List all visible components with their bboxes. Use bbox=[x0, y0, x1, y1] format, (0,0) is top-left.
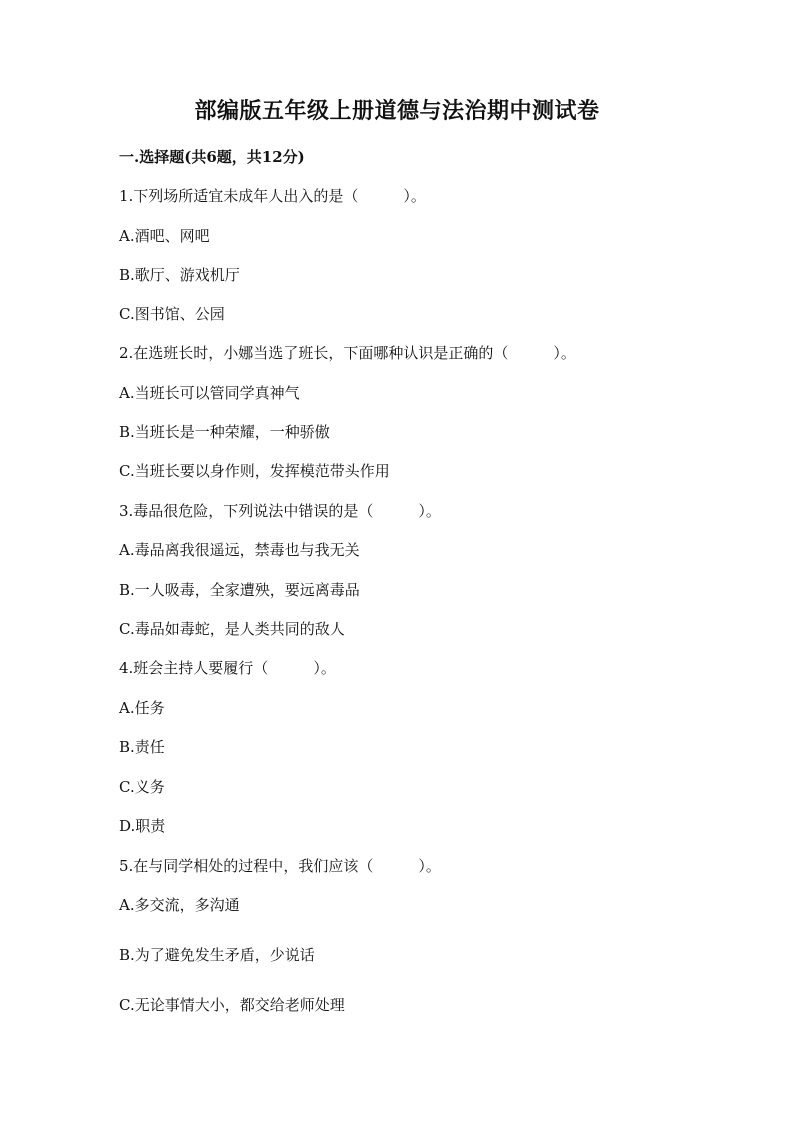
answer-option[interactable]: B.当班长是一种荣耀，一种骄傲 bbox=[119, 423, 330, 441]
answer-option[interactable]: D.职责 bbox=[119, 817, 166, 835]
question-stem: 3.毒品很危险，下列说法中错误的是（ ）。 bbox=[119, 502, 441, 520]
answer-option[interactable]: C.无论事情大小，都交给老师处理 bbox=[119, 996, 345, 1014]
answer-option[interactable]: A.任务 bbox=[119, 699, 165, 717]
exam-title: 部编版五年级上册道德与法治期中测试卷 bbox=[194, 98, 600, 124]
question-stem: 2.在选班长时，小娜当选了班长，下面哪种认识是正确的（ ）。 bbox=[119, 344, 576, 362]
answer-option[interactable]: A.酒吧、网吧 bbox=[119, 227, 210, 245]
answer-option[interactable]: B.责任 bbox=[119, 738, 165, 756]
question-stem: 5.在与同学相处的过程中，我们应该（ ）。 bbox=[119, 857, 441, 875]
answer-option[interactable]: A.当班长可以管同学真神气 bbox=[119, 384, 300, 402]
answer-option[interactable]: B.歌厅、游戏机厅 bbox=[119, 266, 240, 284]
answer-option[interactable]: B.一人吸毒，全家遭殃，要远离毒品 bbox=[119, 581, 360, 599]
answer-option[interactable]: B.为了避免发生矛盾，少说话 bbox=[119, 946, 315, 964]
question-stem: 4.班会主持人要履行（ ）。 bbox=[119, 659, 336, 677]
answer-option[interactable]: A.毒品离我很遥远，禁毒也与我无关 bbox=[119, 541, 360, 559]
question-stem: 1.下列场所适宜未成年人出入的是（ ）。 bbox=[119, 187, 426, 205]
answer-option[interactable]: C.义务 bbox=[119, 778, 165, 796]
answer-option[interactable]: C.图书馆、公园 bbox=[119, 305, 225, 323]
section-heading: 一.选择题(共6题，共12分) bbox=[119, 148, 305, 166]
answer-option[interactable]: C.当班长要以身作则，发挥模范带头作用 bbox=[119, 462, 390, 480]
answer-option[interactable]: C.毒品如毒蛇，是人类共同的敌人 bbox=[119, 620, 345, 638]
answer-option[interactable]: A.多交流，多沟通 bbox=[119, 896, 240, 914]
